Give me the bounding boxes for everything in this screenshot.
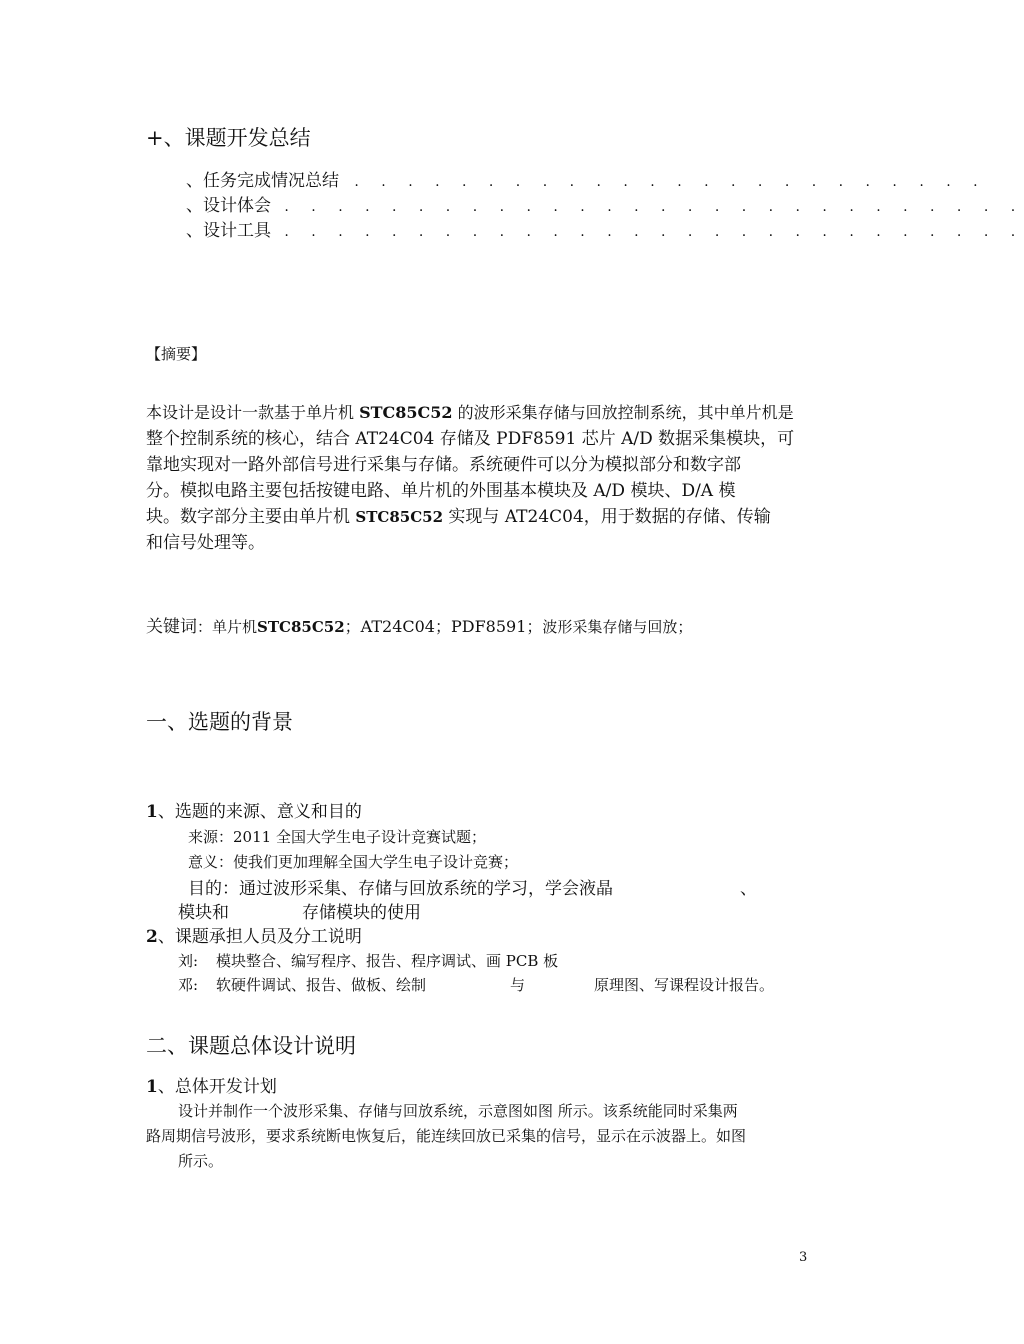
abstract-heading: 【摘要】 bbox=[146, 345, 207, 363]
keywords-line bbox=[146, 612, 692, 637]
abstract-line: 和信号处理等。 bbox=[146, 533, 265, 553]
toc-item[interactable] bbox=[186, 166, 987, 191]
abstract-text-bold: STC85C52 bbox=[355, 508, 444, 526]
subsection-number: 2 bbox=[146, 927, 158, 947]
abstract-text-bold: STC85C52 bbox=[359, 403, 453, 422]
abstract-text: 块。数字部分主要由单片机 bbox=[146, 507, 356, 527]
abstract-line: 分。模拟电路主要包括按键电路、单片机的外围基本模块及 A/D 模块、D/A 模 bbox=[146, 481, 736, 501]
keyword-bold: STC85C52 bbox=[257, 618, 345, 636]
toc-dots: . . . . . . . . . . . . . . . . . . . . . . . . bbox=[354, 174, 987, 190]
purpose-line-2a: 模块和 bbox=[178, 903, 229, 923]
keyword: 波形采集存储与回放； bbox=[542, 618, 693, 636]
abstract-body bbox=[146, 400, 816, 556]
toc-heading-number: +、 bbox=[146, 126, 185, 150]
paragraph-line: 路周期信号波形，要求系统断电恢复后，能连续回放已采集的信号，显示在示波器上。如图 bbox=[146, 1127, 747, 1145]
purpose-line-2b: 存储模块的使用 bbox=[302, 903, 421, 923]
abstract-text: 本设计是设计一款基于单片机 bbox=[146, 403, 360, 422]
toc-heading-text: 课题开发总结 bbox=[184, 126, 311, 150]
subsection-heading bbox=[146, 1072, 277, 1097]
abstract-line bbox=[146, 400, 816, 426]
toc-item[interactable] bbox=[186, 216, 1024, 241]
paragraph-line: 所示。 bbox=[178, 1152, 224, 1170]
subsection-number: 1 bbox=[146, 802, 158, 822]
subsection-text: 、总体开发计划 bbox=[157, 1077, 277, 1097]
toc-item-label: 、任务完成情况总结 bbox=[186, 171, 339, 191]
subsection-heading bbox=[146, 922, 362, 947]
page-number: 3 bbox=[799, 1250, 808, 1265]
keywords-separator: ： bbox=[197, 618, 213, 636]
paragraph-line: 设计并制作一个波形采集、存储与回放系统，示意图如图 所示。该系统能同时采集两 bbox=[178, 1102, 738, 1120]
subsection-text: 、选题的来源、意义和目的 bbox=[157, 802, 362, 822]
toc-heading bbox=[146, 122, 311, 152]
keyword: ；AT24C04；PDF8591； bbox=[344, 617, 543, 636]
section-heading: 二、课题总体设计说明 bbox=[146, 1034, 356, 1058]
keyword: 单片机 bbox=[212, 618, 258, 636]
section-heading: 一、选题的背景 bbox=[146, 710, 293, 734]
subsection-number: 1 bbox=[146, 1077, 158, 1097]
member-task: 软硬件调试、报告、做板、绘制 bbox=[216, 976, 427, 994]
abstract-line: 靠地实现对一路外部信号进行采集与存储。系统硬件可以分为模拟部分和数字部 bbox=[146, 455, 741, 475]
abstract-line bbox=[146, 504, 816, 530]
abstract-line: 整个控制系统的核心，结合 AT24C04 存储及 PDF8591 芯片 A/D 数据采集模块，可 bbox=[146, 429, 795, 449]
toc-item[interactable] bbox=[186, 191, 1024, 216]
member-task: 模块整合、编写程序、报告、程序调试、画 PCB 板 bbox=[216, 952, 559, 970]
purpose-line-tail: 、 bbox=[740, 879, 757, 899]
toc-item-label: 、设计体会 bbox=[186, 196, 271, 216]
abstract-text: 的波形采集存储与回放控制系统，其中单片机是 bbox=[452, 403, 794, 422]
keywords-label: 关键词 bbox=[146, 617, 197, 637]
member-name: 邓: bbox=[178, 976, 199, 994]
toc-item-label: 、设计工具 bbox=[186, 221, 271, 241]
member-name: 刘: bbox=[178, 952, 199, 970]
source-line: 来源：2011 全国大学生电子设计竞赛试题； bbox=[188, 828, 486, 846]
toc-dots: . . . . . . . . . . . . . . . . . . . . . . . . . . . . bbox=[284, 199, 1024, 215]
subsection-heading bbox=[146, 797, 362, 822]
subsection-text: 、课题承担人员及分工说明 bbox=[157, 927, 362, 947]
abstract-text: 实现与 AT24C04，用于数据的存储、传输 bbox=[443, 507, 771, 527]
member-task: 与 bbox=[510, 976, 526, 994]
purpose-line: 目的：通过波形采集、存储与回放系统的学习，学会液晶 bbox=[188, 879, 613, 899]
toc-dots: . . . . . . . . . . . . . . . . . . . . . . . . . . . . bbox=[284, 224, 1024, 240]
member-task: 原理图、写课程设计报告。 bbox=[594, 976, 775, 994]
meaning-line: 意义：使我们更加理解全国大学生电子设计竞赛； bbox=[188, 853, 519, 871]
